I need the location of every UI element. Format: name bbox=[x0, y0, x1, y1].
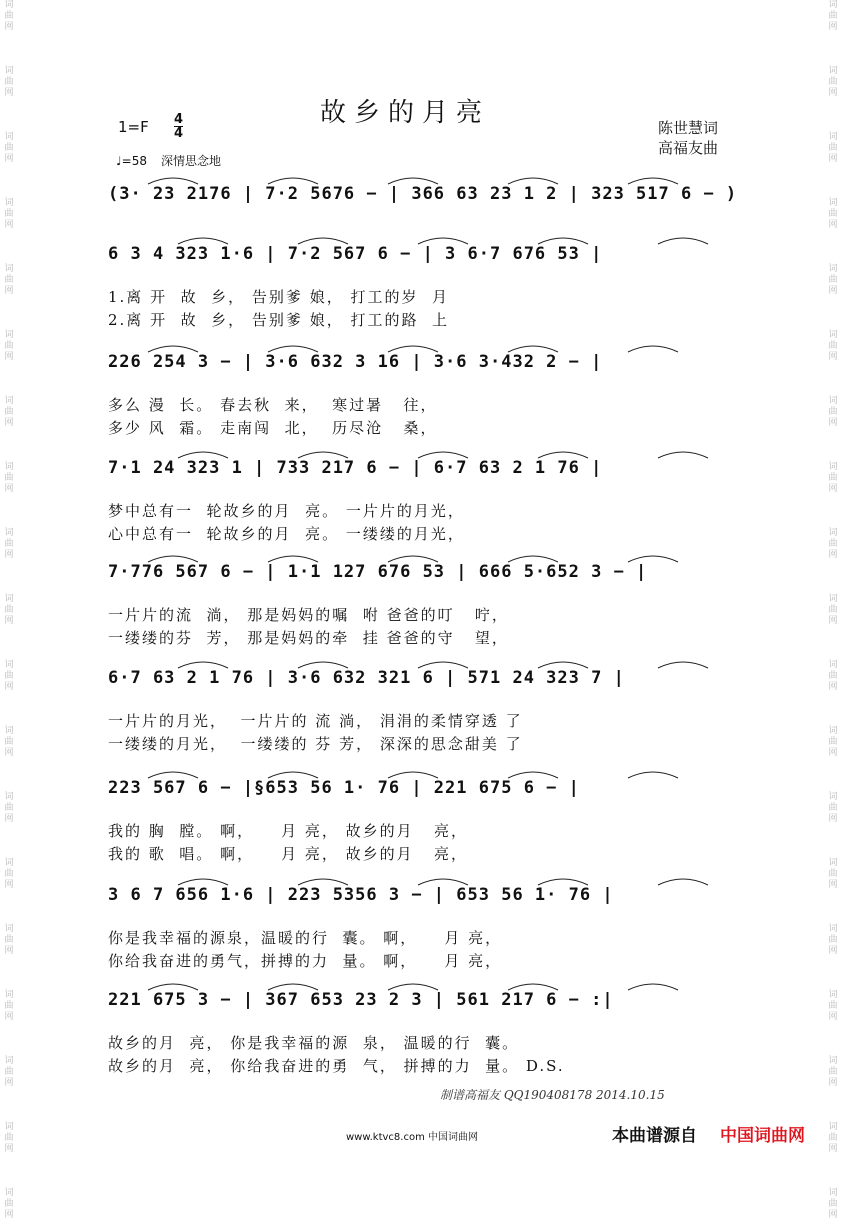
watermark-text: 词曲网 bbox=[828, 660, 838, 692]
time-signature bbox=[174, 113, 183, 140]
notation-line: 6·7 63 2 1 76 | 3·6 632 321 6 | 571 24 323 7 | bbox=[108, 668, 625, 688]
lyric-line: 多少 风 霜。 走南闯 北， 历尽沧 桑， bbox=[108, 419, 438, 437]
watermark-text: 词曲网 bbox=[828, 924, 838, 956]
watermark-text: 词曲网 bbox=[4, 660, 14, 692]
lyric-line: 多么 漫 长。 春去秋 来， 寒过暑 往， bbox=[108, 396, 438, 414]
watermark-text: 词曲网 bbox=[828, 0, 838, 32]
key-signature: 1=F bbox=[118, 118, 149, 136]
watermark-text: 词曲网 bbox=[4, 594, 14, 626]
lyric-line: 故乡的月 亮， 你给我奋进的勇 气， 拼搏的力 量。 D.S. bbox=[108, 1057, 565, 1075]
watermark-text: 词曲网 bbox=[828, 1056, 838, 1088]
lyric-line: 你是我幸福的源泉，温暖的行 囊。 啊， 月 亮， bbox=[108, 929, 503, 947]
lyric-line: 一缕缕的芬 芳， 那是妈妈的牵 挂 爸爸的守 望， bbox=[108, 629, 509, 647]
watermark-right-strip bbox=[826, 0, 840, 1220]
watermark-text: 词曲网 bbox=[828, 462, 838, 494]
lyric-line: 一片片的月光， 一片片的 流 淌， 涓涓的柔情穿透 了 bbox=[108, 712, 523, 730]
watermark-text: 词曲网 bbox=[828, 1122, 838, 1154]
lyric-line: 我的 歌 唱。 啊， 月 亮， 故乡的月 亮， bbox=[108, 845, 468, 863]
lyric-line: 故乡的月 亮， 你是我幸福的源 泉， 温暖的行 囊。 bbox=[108, 1034, 520, 1052]
tempo-value: ♩=58 bbox=[116, 154, 147, 168]
slur bbox=[658, 238, 708, 244]
notation-line: 6 3 4 323 1·6 | 7·2 567 6 − | 3 6·7 676 53 | bbox=[108, 244, 603, 264]
credits bbox=[658, 118, 718, 158]
lyric-line: 梦中总有一 轮故乡的月 亮。 一片片的月光， bbox=[108, 502, 465, 520]
watermark-text: 词曲网 bbox=[4, 264, 14, 296]
notation-line: (3· 23 2176 | 7·2 5676 − | 366 63 23 1 2 | 323 517 6 − ) bbox=[108, 184, 738, 204]
slur bbox=[658, 452, 708, 458]
lyric-line: 一片片的流 淌， 那是妈妈的嘱 咐 爸爸的叮 咛， bbox=[108, 606, 509, 624]
notation-line: 221 675 3 − | 367 653 23 2 3 | 561 217 6 − :| bbox=[108, 990, 614, 1010]
watermark-left-strip bbox=[2, 0, 16, 1220]
watermark-text: 词曲网 bbox=[4, 726, 14, 758]
watermark-text: 词曲网 bbox=[4, 132, 14, 164]
time-signature-bottom: 4 bbox=[174, 126, 184, 141]
lyric-line: 心中总有一 轮故乡的月 亮。 一缕缕的月光， bbox=[108, 525, 465, 543]
composer-credit: 高福友曲 bbox=[658, 139, 719, 157]
watermark-text: 词曲网 bbox=[4, 198, 14, 230]
watermark-text: 词曲网 bbox=[828, 528, 838, 560]
tempo-marking bbox=[116, 152, 221, 169]
watermark-text: 词曲网 bbox=[828, 792, 838, 824]
mood-marking: 深情思念地 bbox=[160, 154, 221, 168]
slur bbox=[628, 346, 678, 352]
slur bbox=[658, 662, 708, 668]
lyric-line: 你给我奋进的勇气，拼搏的力 量。 啊， 月 亮， bbox=[108, 952, 503, 970]
watermark-text: 词曲网 bbox=[4, 528, 14, 560]
lyric-line: 我的 胸 膛。 啊， 月 亮， 故乡的月 亮， bbox=[108, 822, 468, 840]
lyric-line: 1.离 开 故 乡， 告别爹 娘， 打工的岁 月 bbox=[108, 288, 449, 306]
watermark-text: 词曲网 bbox=[828, 198, 838, 230]
watermark-text: 词曲网 bbox=[4, 792, 14, 824]
watermark-text: 词曲网 bbox=[4, 924, 14, 956]
watermark-text: 词曲网 bbox=[828, 726, 838, 758]
watermark-text: 词曲网 bbox=[828, 594, 838, 626]
watermark-text: 词曲网 bbox=[828, 1188, 838, 1220]
notation-line: 3 6 7 656 1·6 | 223 5356 3 − | 653 56 1· 76 | bbox=[108, 885, 614, 905]
lyricist-credit: 陈世慧词 bbox=[658, 119, 719, 137]
watermark-text: 词曲网 bbox=[828, 264, 838, 296]
watermark-text: 词曲网 bbox=[828, 396, 838, 428]
watermark-text: 词曲网 bbox=[828, 858, 838, 890]
source-label: 本曲谱源自 bbox=[612, 1126, 697, 1146]
slur bbox=[628, 984, 678, 990]
watermark-text: 词曲网 bbox=[4, 858, 14, 890]
notation-line: 226 254 3 − | 3·6 632 3 16 | 3·6 3·432 2 − | bbox=[108, 352, 603, 372]
brand-name[interactable]: 中国词曲网 bbox=[720, 1126, 805, 1146]
watermark-text: 词曲网 bbox=[4, 1188, 14, 1220]
slur bbox=[658, 879, 708, 885]
time-signature-top: 4 bbox=[174, 112, 184, 127]
watermark-text: 词曲网 bbox=[4, 330, 14, 362]
watermark-text: 词曲网 bbox=[828, 990, 838, 1022]
notation-line: 7·776 567 6 − | 1·1 127 676 53 | 666 5·652 3 − | bbox=[108, 562, 648, 582]
watermark-text: 词曲网 bbox=[4, 1122, 14, 1154]
watermark-text: 词曲网 bbox=[4, 462, 14, 494]
watermark-text: 词曲网 bbox=[828, 330, 838, 362]
arranger-note: 制谱高福友 QQ190408178 2014.10.15 bbox=[440, 1088, 665, 1102]
watermark-text: 词曲网 bbox=[4, 396, 14, 428]
watermark-text: 词曲网 bbox=[828, 66, 838, 98]
lyric-line: 2.离 开 故 乡， 告别爹 娘， 打工的路 上 bbox=[108, 311, 449, 329]
site-url[interactable]: www.ktvc8.com 中国词曲网 bbox=[346, 1132, 479, 1143]
lyric-line: 一缕缕的月光， 一缕缕的 芬 芳， 深深的思念甜美 了 bbox=[108, 735, 523, 753]
watermark-text: 词曲网 bbox=[4, 66, 14, 98]
slur bbox=[628, 772, 678, 778]
song-title: 故乡的月亮 bbox=[320, 98, 491, 128]
watermark-text: 词曲网 bbox=[828, 132, 838, 164]
watermark-text: 词曲网 bbox=[4, 1056, 14, 1088]
notation-line: 7·1 24 323 1 | 733 217 6 − | 6·7 63 2 1 76 | bbox=[108, 458, 603, 478]
notation-line: 223 567 6 − |§653 56 1· 76 | 221 675 6 − | bbox=[108, 778, 580, 798]
watermark-text: 词曲网 bbox=[4, 0, 14, 32]
watermark-text: 词曲网 bbox=[4, 990, 14, 1022]
